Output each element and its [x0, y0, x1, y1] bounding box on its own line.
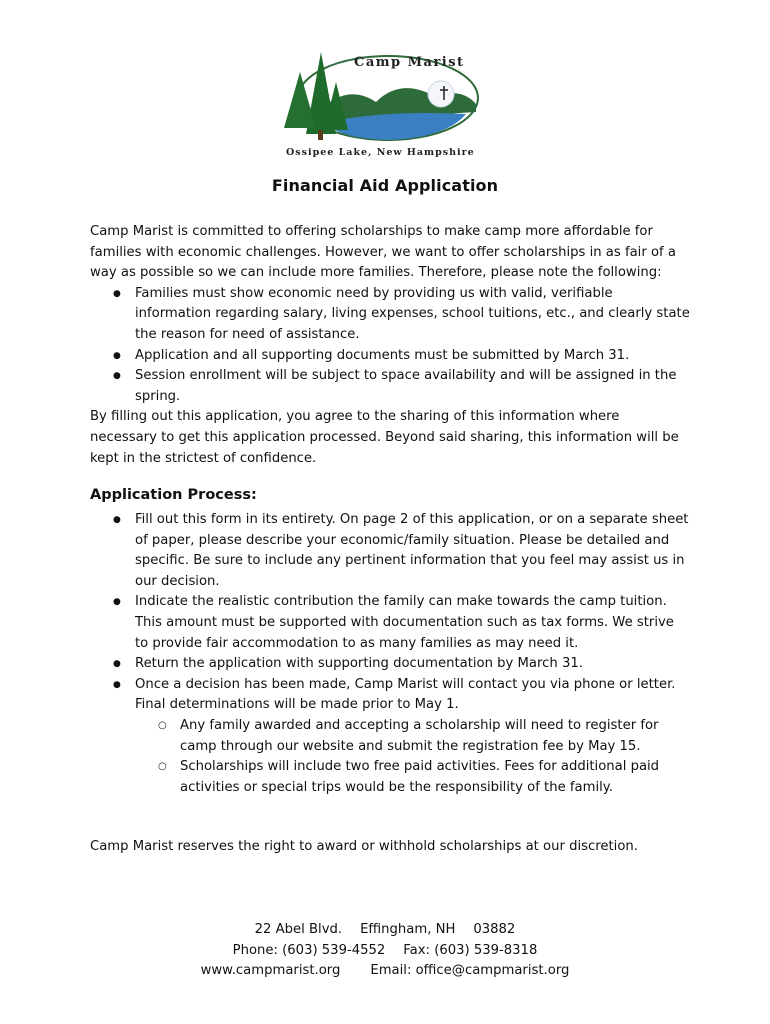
logo-name: Camp Marist	[354, 55, 465, 70]
list-item: ● Return the application with supporting documentation by March 31.	[135, 654, 690, 675]
list-item: ● Session enrollment will be subject to space availability and will be assigned in the spring.	[135, 366, 690, 407]
list-item: ● Indicate the realistic contribution the family can make towards the camp tuition. This amount must be supported with documentation such as tax forms. We strive to provide fair accommodation to as many families as may need it.	[135, 592, 690, 654]
process-heading: Application Process:	[90, 487, 257, 503]
intro-section	[90, 222, 690, 469]
list-item: ● Families must show economic need by providing us with valid, verifiable information regarding salary, living expenses, school tuitions, etc., and clearly state the reason for need of assistance.	[135, 284, 690, 346]
list-item	[135, 675, 690, 799]
intro-bullets	[90, 284, 690, 408]
page-title: Financial Aid Application	[271, 176, 499, 195]
process-section	[90, 510, 690, 798]
list-item-text: Once a decision has been made, Camp Marist will contact you via phone or letter. Final determinations will be made prior to May 1.	[135, 676, 676, 713]
logo-moon	[428, 81, 454, 107]
footer-web-line	[0, 961, 770, 982]
intro-paragraph: Camp Marist is committed to offering scholarships to make camp more affordable for families with economic challenges. However, we want to offer scholarships in as fair of a way as possible so we can include more families. Therefore, please note the following:	[90, 224, 676, 281]
footer-phone: Phone: (603) 539-4552	[232, 942, 386, 958]
footer	[0, 920, 770, 982]
footer-address: 22 Abel Blvd.	[254, 922, 343, 937]
footer-website[interactable]: www.campmarist.org	[200, 963, 341, 979]
list-item: ● Fill out this form in its entirety. On page 2 of this application, or on a separate sheet of paper, please describe your economic/family situation. Please be detailed and specific. Be sure to include any pertinent information that you feel may assist us in our decision.	[135, 510, 690, 592]
footer-address-line	[0, 920, 770, 941]
footer-zip: 03882	[473, 922, 516, 937]
process-bullets	[90, 510, 690, 798]
sub-list-item: ○ Any family awarded and accepting a scholarship will need to register for camp through our website and submit the registration fee by May 15.	[180, 716, 690, 757]
logo-location: Ossipee Lake, New Hampshire	[286, 147, 475, 158]
list-item: ● Application and all supporting documents must be submitted by March 31.	[135, 346, 690, 367]
footer-phone-line	[0, 941, 770, 962]
footer-fax: Fax: (603) 539-8318	[403, 942, 538, 958]
camp-marist-logo	[276, 42, 496, 162]
process-sub-bullets	[135, 716, 690, 798]
reserve-statement: Camp Marist reserves the right to award or withhold scholarships at our discretion.	[90, 839, 638, 854]
confidentiality-paragraph: By filling out this application, you agree to the sharing of this information where necessary to get this application processed. Beyond said sharing, this information will be kept in the strictest of confidence.	[90, 409, 679, 466]
footer-city: Effingham, NH	[360, 922, 456, 937]
sub-list-item: ○ Scholarships will include two free paid activities. Fees for additional paid activities or special trips would be the responsibility of the family.	[180, 757, 690, 798]
footer-email[interactable]: Email: office@campmarist.org	[370, 963, 570, 979]
